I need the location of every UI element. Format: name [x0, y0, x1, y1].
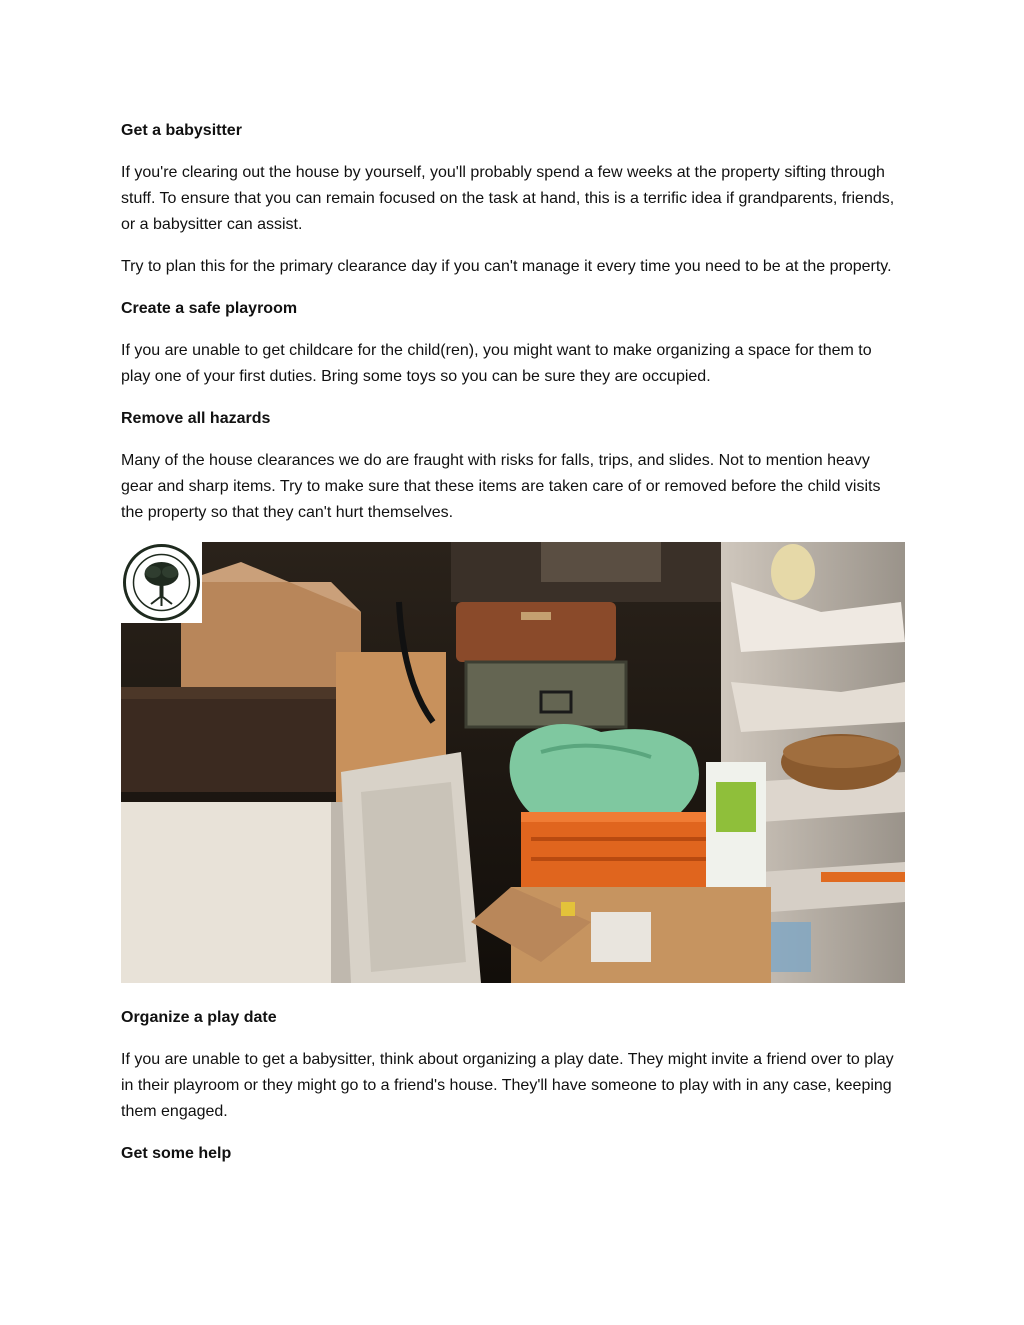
paragraph-babysitter-1: If you're clearing out the house by yourself, you'll probably spend a few weeks at the property sifting through stuff. To ensure that you can remain focused on the task at hand, this is a terrific idea if grandparents, friends, or a babysitter can assist.: [121, 164, 895, 233]
heading-get-some-help: Get some help: [121, 1145, 232, 1162]
article-body: [121, 118, 905, 1183]
heading-remove-hazards: Remove all hazards: [121, 410, 271, 427]
paragraph-hazards: Many of the house clearances we do are fraught with risks for falls, trips, and slides. Not to mention heavy gear and sharp items. Try to make sure that these items are taken care of or removed before the child visits the property so that they can't hurt themselves.: [121, 452, 881, 521]
paragraph-play-date: If you are unable to get a babysitter, think about organizing a play date. They might invite a friend over to play in their playroom or they might go to a friend's house. They'll have someone to play with in any case, keeping them engaged.: [121, 1051, 894, 1120]
heading-create-safe-playroom: Create a safe playroom: [121, 300, 298, 317]
heading-organize-play-date: Organize a play date: [121, 1009, 277, 1026]
clearthelot-logo: [121, 542, 202, 623]
clutter-illustration: [121, 542, 905, 983]
tree-logo-icon: [121, 542, 202, 623]
paragraph-playroom: If you are unable to get childcare for the child(ren), you might want to make organizing a space for them to play one of your first duties. Bring some toys so you can be sure they are occupied.: [121, 342, 872, 385]
heading-get-a-babysitter: Get a babysitter: [121, 122, 242, 139]
cluttered-room-photo: [121, 542, 905, 983]
paragraph-babysitter-2: Try to plan this for the primary clearance day if you can't manage it every time you need to be at the property.: [121, 258, 892, 275]
